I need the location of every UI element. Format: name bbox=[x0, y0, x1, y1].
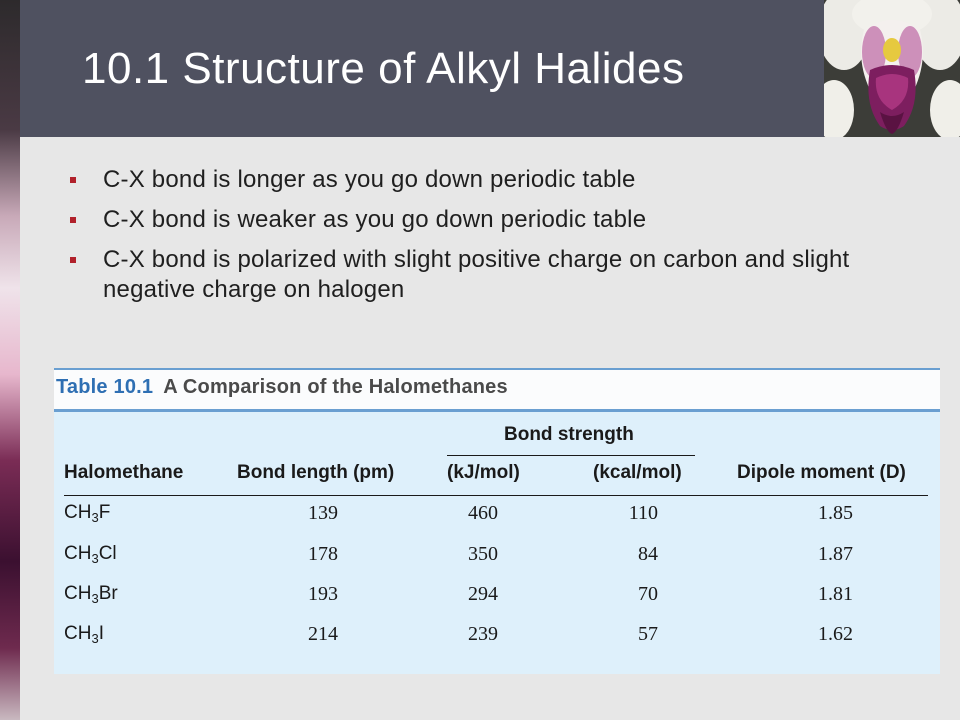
formula-subscript: 3 bbox=[91, 631, 99, 646]
bullet-square-icon bbox=[70, 257, 76, 263]
formula-part: Cl bbox=[98, 543, 117, 564]
bond-length-value: 178 bbox=[308, 543, 338, 565]
formula-subscript: 3 bbox=[91, 551, 99, 566]
header-bond-strength: Bond strength bbox=[504, 424, 634, 445]
orchid-flower-image bbox=[824, 0, 960, 137]
table-row-compound bbox=[64, 543, 117, 565]
bond-strength-rule bbox=[447, 455, 695, 456]
formula-part: CH bbox=[64, 502, 92, 523]
kcal-mol-value: 110 bbox=[628, 502, 658, 524]
formula-part: F bbox=[98, 502, 111, 523]
bullet-item bbox=[66, 165, 866, 195]
bullet-square-icon bbox=[70, 217, 76, 223]
header-halomethane: Halomethane bbox=[64, 462, 184, 483]
formula-part: CH bbox=[64, 543, 92, 564]
table-row-compound bbox=[64, 583, 118, 605]
bullet-text: C-X bond is polarized with slight positive charge on carbon and slight negative charge on halogen bbox=[103, 246, 850, 303]
bullet-item bbox=[66, 245, 866, 305]
kcal-mol-value: 57 bbox=[638, 623, 658, 645]
bullet-item bbox=[66, 205, 866, 235]
kcal-mol-value: 70 bbox=[638, 583, 658, 605]
orchid-side-image bbox=[0, 0, 20, 720]
bullet-list bbox=[66, 165, 866, 315]
bond-length-value: 139 bbox=[308, 502, 338, 524]
kj-mol-value: 239 bbox=[468, 623, 498, 645]
dipole-value: 1.87 bbox=[818, 543, 853, 565]
bond-length-value: 214 bbox=[308, 623, 338, 645]
bond-length-value: 193 bbox=[308, 583, 338, 605]
formula-subscript: 3 bbox=[91, 510, 99, 525]
dipole-value: 1.81 bbox=[818, 583, 853, 605]
table-row-compound bbox=[64, 623, 104, 645]
formula-part: Br bbox=[98, 583, 118, 604]
formula-part: I bbox=[98, 623, 104, 644]
formula-part: CH bbox=[64, 623, 92, 644]
bullet-square-icon bbox=[70, 177, 76, 183]
orchid-image bbox=[824, 0, 960, 137]
dipole-value: 1.85 bbox=[818, 502, 853, 524]
dipole-value: 1.62 bbox=[818, 623, 853, 645]
header-kcal-mol: (kcal/mol) bbox=[593, 462, 682, 483]
header-dipole-moment: Dipole moment (D) bbox=[737, 462, 906, 483]
bullet-text: C-X bond is weaker as you go down periodic table bbox=[103, 206, 647, 233]
kj-mol-value: 294 bbox=[468, 583, 498, 605]
formula-part: CH bbox=[64, 583, 92, 604]
table-body bbox=[54, 412, 940, 674]
table-caption-text: A Comparison of the Halomethanes bbox=[163, 376, 508, 398]
kj-mol-value: 350 bbox=[468, 543, 498, 565]
halomethane-table bbox=[54, 368, 940, 674]
kcal-mol-value: 84 bbox=[638, 543, 658, 565]
table-number: Table 10.1 bbox=[56, 376, 154, 398]
table-row-compound bbox=[64, 502, 110, 524]
title-bar bbox=[20, 0, 824, 137]
content-area bbox=[20, 137, 960, 720]
slide-title: 10.1 Structure of Alkyl Halides bbox=[82, 44, 685, 93]
kj-mol-value: 460 bbox=[468, 502, 498, 524]
formula-subscript: 3 bbox=[91, 591, 99, 606]
header-rule bbox=[64, 495, 928, 496]
bullet-text: C-X bond is longer as you go down periodic table bbox=[103, 166, 636, 193]
table-caption bbox=[56, 376, 508, 399]
table-top-rule bbox=[54, 368, 940, 370]
header-kj-mol: (kJ/mol) bbox=[447, 462, 520, 483]
header-bond-length: Bond length (pm) bbox=[237, 462, 395, 483]
